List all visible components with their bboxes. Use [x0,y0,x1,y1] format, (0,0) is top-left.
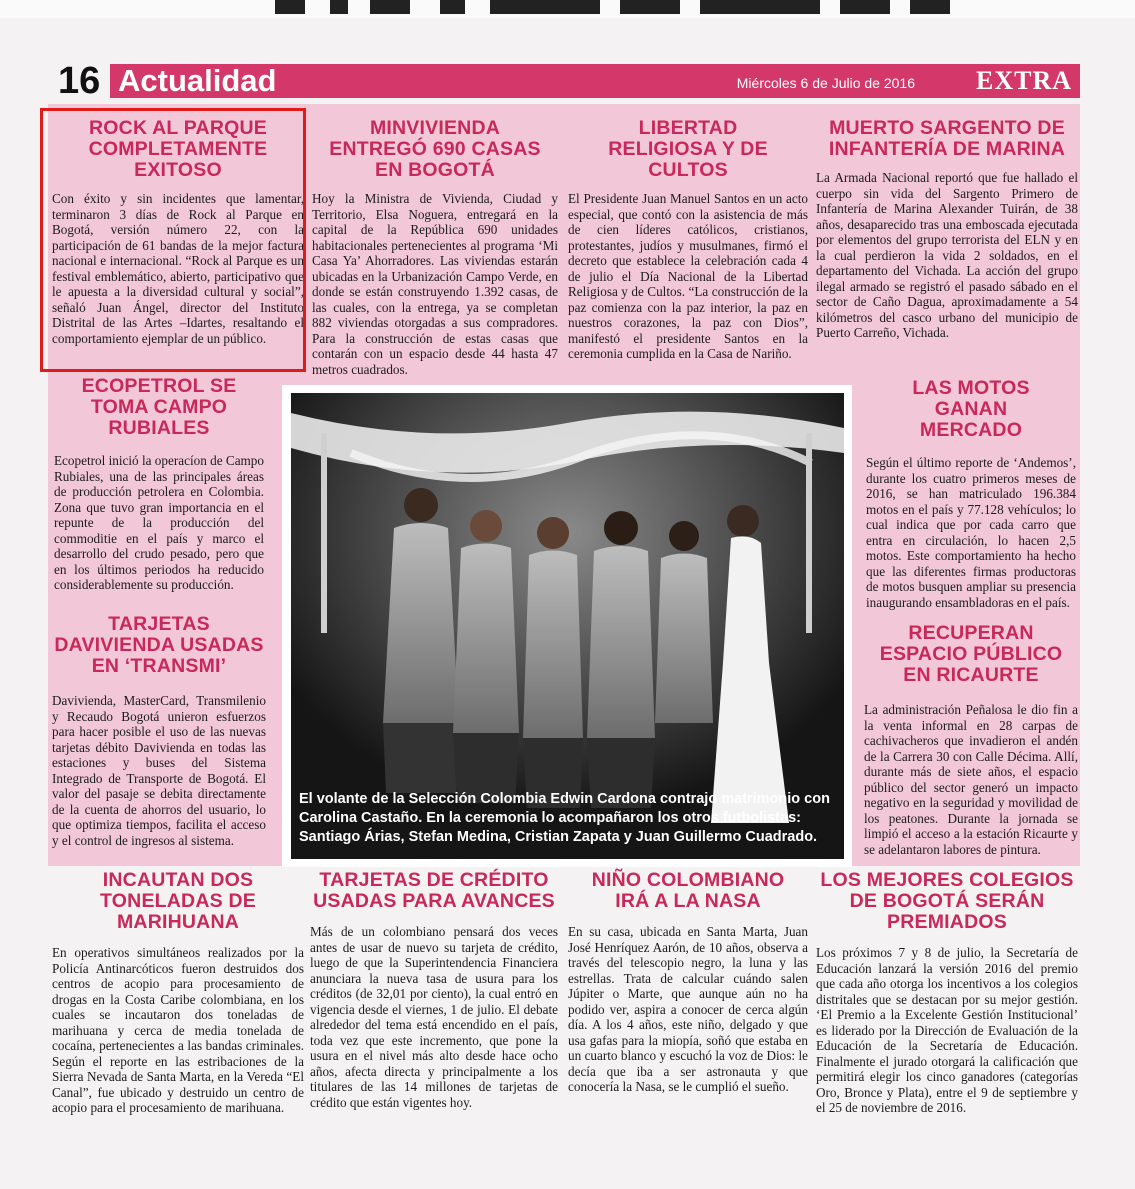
article-ricaurte [864,623,1078,857]
article-body: En su casa, ubicada en Santa Marta, Juan José Henríquez Aarón, de 10 años, observa a través del telescopio negro, la luna y las estrellas. Trata de calcular cuándo salen Júpiter o Marte, que aunque aún no ha podido ver, aspira a conocer de cerca algún día. A los 4 años, este niño, delgado y que usa gafas para la miopía, soñó que estaba en un cuarto blanco y escuchó la voz de Dios: le decía que iba a ser astronauta y que conocería la Nasa, se le cumplió el sueño. [568,924,808,1094]
article-headline: MINVIVIENDA ENTREGÓ 690 CASAS EN BOGOTÁ [329,117,541,181]
article-body: El Presidente Juan Manuel Santos en un acto especial, que contó con la asistencia de más de cien líderes católicos, cristianos, protestantes, judíos y musulmanes, firmó el decreto que establece la celebración cada 4 de julio el Día Nacional de la Libertad Religiosa y de Cultos. “La construcción de la paz comienza con la paz interior, la paz en nuestros corazones, la paz con Dios”, manifestó el presidente Santos en la ceremonia cumplida en la Casa de Nariño. [568,191,808,361]
newspaper-logo: EXTRA [975,66,1072,95]
wedding-photo [291,393,844,859]
article-body: Ecopetrol inició la operacíon de Campo Rubiales, una de las principales áreas de producción petrolera en Colombia. Zona que tuvo gran importancia en el repunte de la producción del commoditie en el país y marco el desarrollo del crudo pesado, pero que en los últimos periodos ha reducido considerablemente su producción. [54,453,264,592]
article-headline: ROCK AL PARQUE COMPLETAMENTE EXITOSO [88,117,268,181]
article-headline: NIÑO COLOMBIANO IRÁ A LA NASA [591,869,785,912]
article-headline: LOS MEJORES COLEGIOS DE BOGOTÁ SERÁN PREMIADOS [820,869,1074,933]
page-header [48,62,1080,102]
article-body: Davivienda, MasterCard, Transmilenio y Recaudo Bogotá unieron esfuerzos para hacer posible el uso de las nuevas tarjetas débito Davivienda en todas las estaciones y buses del Sistema Integrado de Transporte de Bogotá. El valor del pasaje se debita directamente de la cuenta de ahorros del usuario, lo que optimiza tiempos, facilita el acceso y el control de ingresos al sistema. [52,693,266,848]
article-nino-nasa [568,870,808,1095]
article-marihuana [52,870,304,1116]
article-ecopetrol [54,376,264,593]
section-title: Actualidad [118,63,277,98]
article-body: Con éxito y sin incidentes que lamentar, terminaron 3 días de Rock al Parque en Bogotá, versión número 22, con la participación de 61 bandas de la mejor factura nacional e internacional. “Rock al Parque es un festival emblemático, abierto, participativo que le apuesta a la diversidad cultural y social”, señaló Juan Ángel, director del Instituto Distrital de las Artes –Idartes, resaltando el comportamiento ejemplar de un público. [52,191,304,346]
article-sargento [816,118,1078,341]
article-tarjetas-credito [310,870,558,1110]
article-headline: INCAUTAN DOS TONELADAS DE MARIHUANA [100,869,256,933]
article-body: Según el último reporte de ‘Andemos’, durante los cuatro primeros meses de 2016, se han matriculado 196.384 motos en el país y 77.128 vehículos; lo cual indica que por cada carro que entra en circulación, lo hacen 2,5 motos. Este comportamiento ha hecho que las diferentes firmas productoras de motos busquen ampliar su presencia inaugurando ensambladoras en el país. [866,455,1076,610]
article-body: Hoy la Ministra de Vivienda, Ciudad y Territorio, Elsa Noguera, entregará en la capital de la República 690 unidades habitacionales pertenecientes al programa ‘Mi Casa Ya’ Ahorradores. Las viviendas estarán ubicadas en la Urbanización Campo Verde, en donde se están construyendo 1.392 casas, de las cuales, con la entrega, ya se completan 882 viviendas otorgadas a sus compradores. Para la construcción de estas casas que contarán con un espacio desde 44 hasta 47 metros cuadrados. [312,191,558,377]
article-body: Los próximos 7 y 8 de julio, la Secretaría de Educación lanzará la versión 2016 del premio que cada año otorga los incentivos a los colegios distritales que se destacan por su mejor gestión. ‘El Premio a la Excelente Gestión Institucional’ es liderado por la Dirección de Evaluación de la Educación de la Secretaría de Educación. Finalmente el jurado otorgará la calificación que permitirá elegir los cinco ganadores (categorías Oro, Bronce y Plata), entre el 9 de septiembre y el 25 de noviembre de 2016. [816,945,1078,1115]
article-davivienda [52,614,266,848]
article-body: La administración Peñalosa le dio fin a la venta informal en 28 carpas de cachivacheros que invadieron el andén de la Carrera 30 con Calle Décima. Allí, durante más de siete años, el espacio público del sector generó un impacto negativo en la seguridad y movilidad de los peatones. Durante la jornada se limpió el acceso a la estación Ricaurte y se adelantaron labores de pintura. [864,702,1078,857]
article-body: La Armada Nacional reportó que fue hallado el cuerpo sin vida del Sargento Primero de Infantería de Marina Alexander Tuirán, de 38 años, desaparecido tras una emboscada ejecutada por elementos del grupo terrorista del ELN y en la cual perdieron la vida 2 soldados, en el departamento del Vichada. La acción del grupo ilegal armado se registró el pasado sábado en el sector de Caño Dagua, aproximadamente a 54 kilómetros del casco urbano del municipio de Puerto Carreño, Vichada. [816,170,1078,340]
article-headline: TARJETAS DE CRÉDITO USADAS PARA AVANCES [313,869,555,912]
article-headline: MUERTO SARGENTO DE INFANTERÍA DE MARINA [828,117,1066,160]
highlight-box [40,108,306,372]
page-number: 16 [58,60,101,102]
article-headline: LAS MOTOS GANAN MERCADO [912,377,1030,441]
photo-caption: El volante de la Selección Colombia Edwin Cardona contrajo matrimonio con Carolina Castaño. En la ceremonia lo acompañaron los otros futbolistas: Santiago Árias, Stefan Medina, Cristian Zapata y Juan Guillermo Cuadrado. [299,791,830,845]
article-colegios [816,870,1078,1116]
article-body: Más de un colombiano pensará dos veces antes de usar de nuevo su tarjeta de crédito, luego de que la Superintendencia Financiera anunciara la nueva tasa de usura para los créditos (de 32,01 por ciento), la cual entró en vigencia desde el viernes, 1 de julio. El debate alrededor del tema está encendido en el país, toda vez que este incremento, que pone la usura en el nivel más alto desde hace ocho años, afecta directa y principalmente a los titulares de las 14 millones de tarjetas de crédito que están vigentes hoy. [310,924,558,1110]
article-motos [866,378,1076,610]
article-libertad-religiosa [568,118,808,362]
scan-top-strip [0,0,1135,18]
article-body: En operativos simultáneos realizados por la Policía Antinarcóticos fueron destruidos dos centros de acopio para procesamiento de drogas en la Costa Caribe colombiana, en los cuales se incautaron dos toneladas de marihuana y cerca de media tonelada de cocaína, pertenecientes a las bandas criminales. Según el reporte en las estribaciones de la Sierra Nevada de Santa Marta, en la Vereda “El Canal”, fue ubicado y destruido un centro de acopio para el procesamiento de marihuana. [52,945,304,1115]
article-minvivienda [312,118,558,377]
issue-date: Miércoles 6 de Julio de 2016 [736,75,915,91]
article-headline: ECOPETROL SE TOMA CAMPO RUBIALES [81,375,237,439]
article-headline: RECUPERAN ESPACIO PÚBLICO EN RICAURTE [879,622,1063,686]
article-headline: TARJETAS DAVIVIENDA USADAS EN ‘TRANSMI’ [54,613,264,677]
article-headline: LIBERTAD RELIGIOSA Y DE CULTOS [608,117,768,181]
